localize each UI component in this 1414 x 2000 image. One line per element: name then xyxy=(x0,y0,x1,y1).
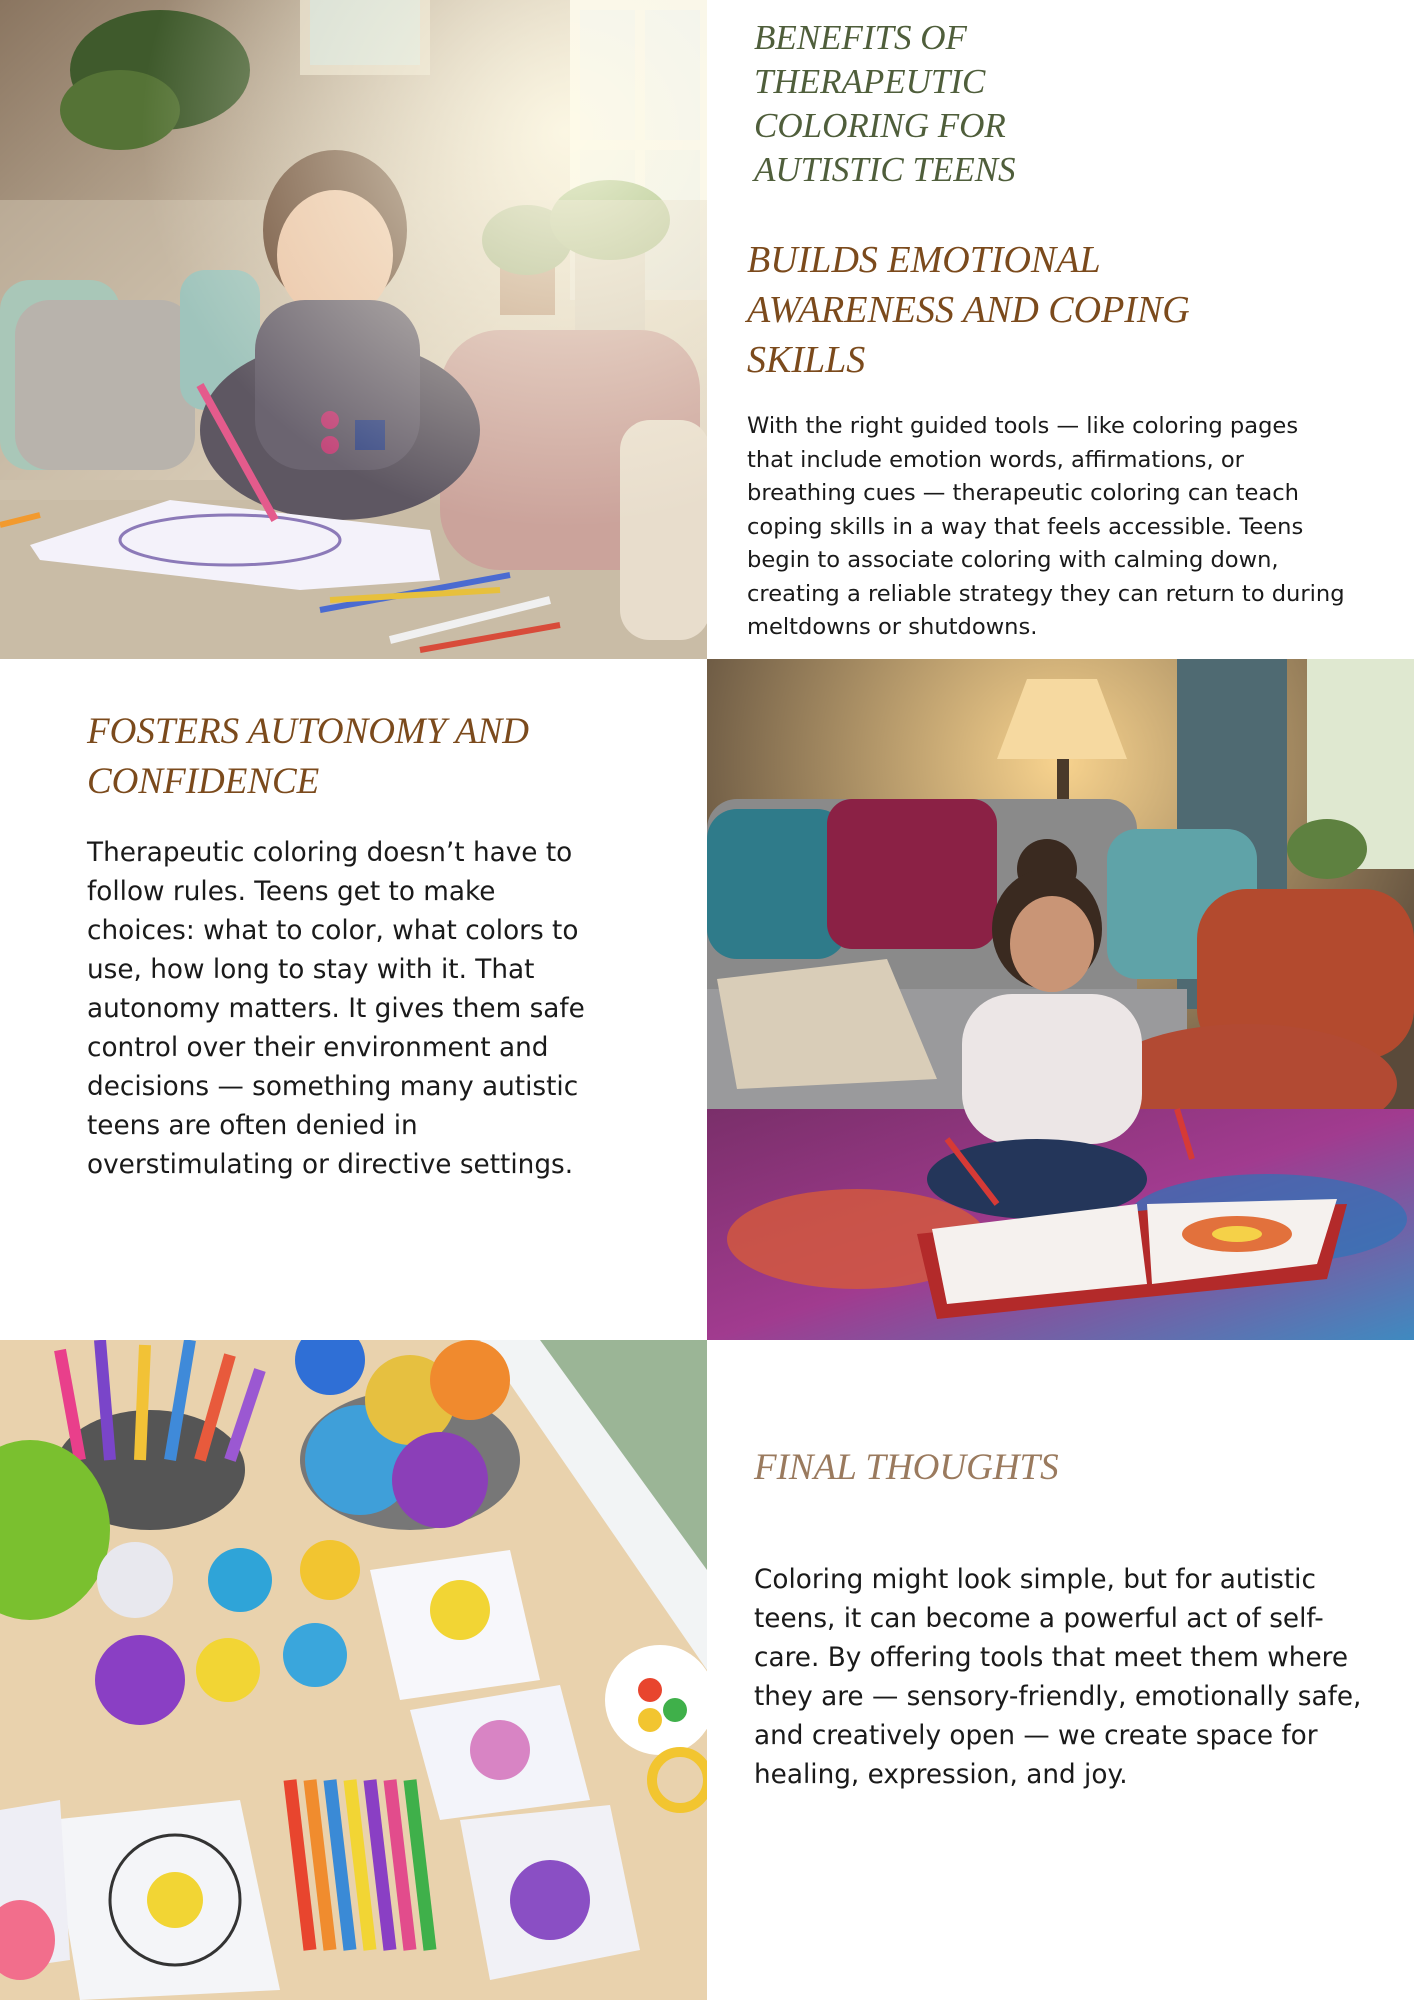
photo-icon xyxy=(0,0,707,659)
section-body-final: Coloring might look simple, but for autistic teens, it can become a powerful act of self-care. By offering tools that meet them where they are — sensory-friendly, emotionally safe, and creatively open — we create space for healing, expression, and joy. xyxy=(754,1565,1362,1790)
section-body-emotional: With the right guided tools — like coloring pages that include emotion words, affirmations, or breathing cues — therapeutic coloring can teach coping skills in a way that feels accessible. Teens begin to associate coloring with calming down, creating a reliable strategy they can return to during meltdowns or shutdowns. xyxy=(747,413,1345,640)
photo-girl-coloring-on-rug xyxy=(707,659,1414,1340)
autonomy-text-block xyxy=(0,659,707,1340)
header-text-block xyxy=(707,0,1414,659)
photo-icon xyxy=(707,659,1414,1340)
section-body-autonomy: Therapeutic coloring doesn’t have to follow rules. Teens get to make choices: what to color, what colors to use, how long to stay with it. That autonomy matters. It gives them safe control over their environment and decisions — something many autistic teens are often denied in overstimulating or directive settings. xyxy=(87,838,585,1180)
section-heading-final: FINAL THOUGHTS xyxy=(754,1447,1059,1488)
page-title: BENEFITS OF THERAPEUTIC COLORING FOR AUTISTIC TEENS xyxy=(754,18,1016,189)
final-thoughts-text-block xyxy=(707,1340,1414,2000)
photo-icon xyxy=(0,1340,707,2000)
photo-sensory-coloring-supplies xyxy=(0,1340,707,2000)
section-heading-emotional: BUILDS EMOTIONAL AWARENESS AND COPING SKILLS xyxy=(747,239,1190,381)
section-heading-autonomy: FOSTERS AUTONOMY AND CONFIDENCE xyxy=(87,711,530,802)
photo-girl-coloring-on-couch xyxy=(0,0,707,659)
